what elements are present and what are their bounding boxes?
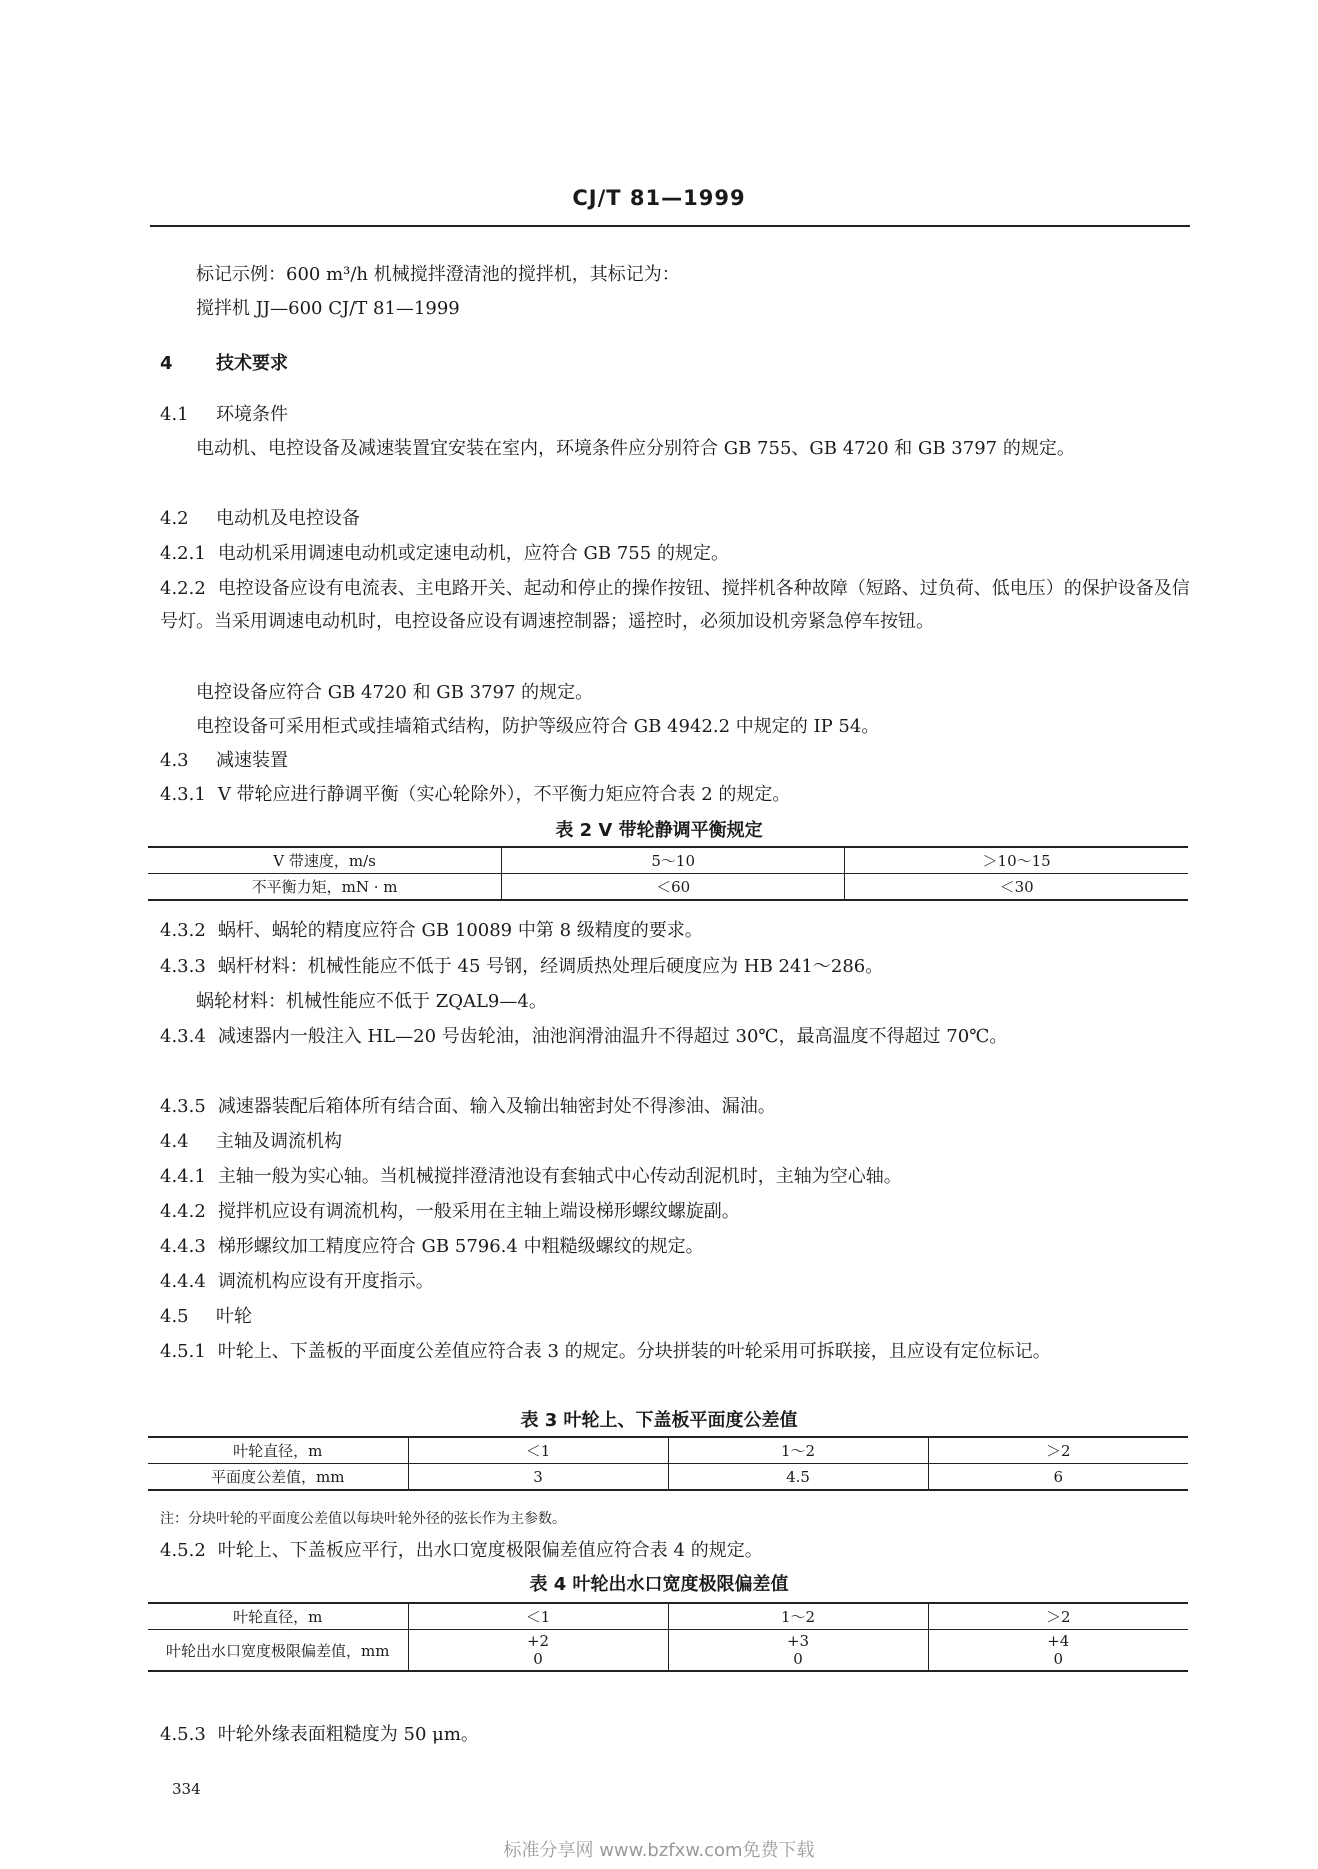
clause-4-4-2 bbox=[0, 1195, 1318, 1228]
clause-text: 电动机采用调速电动机或定速电动机，应符合 GB 755 的规定。 bbox=[217, 543, 729, 564]
clause-4-4-1 bbox=[0, 1160, 1318, 1193]
clause-number: 4.4.1 bbox=[160, 1166, 206, 1187]
section-number: 4.4 bbox=[160, 1131, 189, 1152]
clause-number: 4.5.1 bbox=[160, 1341, 206, 1362]
page-number: 334 bbox=[172, 1780, 201, 1798]
table-cell: ＞10～15 bbox=[845, 847, 1188, 874]
clause-text: 搅拌机应设有调流机构，一般采用在主轴上端设梯形螺纹螺旋副。 bbox=[217, 1201, 740, 1222]
section-4-5-heading bbox=[0, 1300, 1318, 1333]
table-cell: 不平衡力矩，mN · m bbox=[148, 874, 502, 901]
clause-text: 电控设备应设有电流表、主电路开关、起动和停止的操作按钮、搅拌机各种故障（短路、过负荷、低电压）的保护设备及信号灯。当采用调速电动机时，电控设备应设有调速控制器；遥控时，必须加设机旁紧急停车按钮。 bbox=[160, 578, 1190, 632]
table-cell: 6 bbox=[928, 1464, 1188, 1491]
clause-text: 叶轮上、下盖板应平行，出水口宽度极限偏差值应符合表 4 的规定。 bbox=[217, 1540, 763, 1561]
clause-text: 蜗杆、蜗轮的精度应符合 GB 10089 中第 8 级精度的要求。 bbox=[217, 920, 703, 941]
header-rule bbox=[150, 225, 1190, 227]
section-number: 4 bbox=[160, 353, 173, 374]
table-cell: 1～2 bbox=[668, 1603, 928, 1630]
table-cell: ＜1 bbox=[408, 1603, 668, 1630]
section-4-3-heading bbox=[0, 744, 1318, 777]
clause-4-5-3 bbox=[0, 1718, 1318, 1751]
section-number: 4.2 bbox=[160, 508, 189, 529]
upper-deviation: +3 bbox=[786, 1632, 810, 1650]
table-row bbox=[148, 1437, 1188, 1464]
clause-4-2-1 bbox=[0, 537, 1318, 570]
clause-number: 4.2.2 bbox=[160, 578, 206, 599]
clause-4-4-4 bbox=[0, 1265, 1318, 1298]
table-cell: 平面度公差值，mm bbox=[148, 1464, 408, 1491]
clause-4-2-2-b: 电控设备应符合 GB 4720 和 GB 3797 的规定。 bbox=[196, 682, 594, 703]
section-4-heading bbox=[0, 347, 1318, 380]
clause-number: 4.4.4 bbox=[160, 1271, 206, 1292]
footer-watermark: 标准分享网 www.bzfxw.com免费下载 bbox=[503, 1840, 815, 1861]
clause-4-3-4 bbox=[160, 1020, 1190, 1053]
section-number: 4.3 bbox=[160, 750, 189, 771]
table-cell bbox=[928, 1630, 1188, 1672]
clause-text: 减速器装配后箱体所有结合面、输入及输出轴密封处不得渗油、漏油。 bbox=[217, 1096, 776, 1117]
table-2-caption: 表 2 V 带轮静调平衡规定 bbox=[555, 820, 763, 841]
clause-4-3-3 bbox=[0, 950, 1318, 983]
clause-text: V 带轮应进行静调平衡（实心轮除外），不平衡力矩应符合表 2 的规定。 bbox=[217, 784, 791, 805]
section-4-4-heading bbox=[0, 1125, 1318, 1158]
section-title: 叶轮 bbox=[216, 1306, 252, 1327]
clause-text: 叶轮上、下盖板的平面度公差值应符合表 3 的规定。分块拼装的叶轮采用可拆联接，且应设有定位标记。 bbox=[217, 1341, 1051, 1362]
clause-number: 4.5.2 bbox=[160, 1540, 206, 1561]
upper-deviation: +4 bbox=[1047, 1632, 1070, 1650]
clause-number: 4.4.3 bbox=[160, 1236, 206, 1257]
table-cell: 4.5 bbox=[668, 1464, 928, 1491]
section-title: 电动机及电控设备 bbox=[216, 508, 360, 529]
table-cell bbox=[408, 1630, 668, 1672]
table-cell: 叶轮出水口宽度极限偏差值，mm bbox=[148, 1630, 408, 1672]
section-number: 4.1 bbox=[160, 404, 189, 425]
clause-number: 4.4.2 bbox=[160, 1201, 206, 1222]
mark-value: 搅拌机 JJ—600 CJ/T 81—1999 bbox=[196, 298, 460, 319]
section-4-2-heading bbox=[0, 502, 1318, 535]
table-cell: 5～10 bbox=[502, 847, 845, 874]
table-row bbox=[148, 1464, 1188, 1491]
lower-deviation: 0 bbox=[793, 1650, 803, 1668]
table-cell: ＜1 bbox=[408, 1437, 668, 1464]
table-4-caption: 表 4 叶轮出水口宽度极限偏差值 bbox=[529, 1574, 789, 1595]
table-3 bbox=[148, 1436, 1188, 1491]
table-cell: 3 bbox=[408, 1464, 668, 1491]
lower-deviation: 0 bbox=[1053, 1650, 1064, 1668]
section-number: 4.5 bbox=[160, 1306, 189, 1327]
table-cell: ＜60 bbox=[502, 874, 845, 901]
clause-text: 蜗杆材料：机械性能应不低于 45 号钢，经调质热处理后硬度应为 HB 241～286。 bbox=[217, 956, 884, 977]
section-4-1-text: 电动机、电控设备及减速装置宜安装在室内，环境条件应分别符合 GB 755、GB 4720 和 GB 3797 的规定。 bbox=[196, 438, 1075, 459]
clause-text: 调流机构应设有开度指示。 bbox=[217, 1271, 434, 1292]
clause-4-3-3-b: 蜗轮材料：机械性能应不低于 ZQAL9—4。 bbox=[196, 991, 547, 1012]
table-3-caption: 表 3 叶轮上、下盖板平面度公差值 bbox=[520, 1410, 798, 1431]
section-title: 主轴及调流机构 bbox=[216, 1131, 342, 1152]
clause-text: 叶轮外缘表面粗糙度为 50 μm。 bbox=[217, 1724, 479, 1745]
clause-4-5-1 bbox=[160, 1335, 1190, 1368]
table-cell: ＞2 bbox=[928, 1603, 1188, 1630]
table-row bbox=[148, 847, 1188, 874]
table-4 bbox=[148, 1602, 1188, 1672]
clause-number: 4.3.1 bbox=[160, 784, 206, 805]
clause-4-4-3 bbox=[0, 1230, 1318, 1263]
clause-4-5-2 bbox=[0, 1534, 1318, 1567]
clause-4-3-2 bbox=[0, 914, 1318, 947]
clause-number: 4.3.5 bbox=[160, 1096, 206, 1117]
clause-text: 减速器内一般注入 HL—20 号齿轮油，油池润滑油温升不得超过 30℃，最高温度不得超过 70℃。 bbox=[217, 1026, 1008, 1047]
table-cell: 1～2 bbox=[668, 1437, 928, 1464]
table-cell: V 带速度，m/s bbox=[148, 847, 502, 874]
table-3-note: 注：分块叶轮的平面度公差值以每块叶轮外径的弦长作为主参数。 bbox=[160, 1511, 566, 1527]
table-cell: 叶轮直径，m bbox=[148, 1437, 408, 1464]
upper-deviation: +2 bbox=[526, 1632, 550, 1650]
clause-4-3-1 bbox=[0, 778, 1318, 811]
table-row bbox=[148, 1603, 1188, 1630]
clause-4-3-5 bbox=[0, 1090, 1318, 1123]
section-4-1-heading bbox=[0, 398, 1318, 431]
section-title: 技术要求 bbox=[216, 353, 288, 374]
section-title: 环境条件 bbox=[216, 404, 288, 425]
table-cell: 叶轮直径，m bbox=[148, 1603, 408, 1630]
clause-number: 4.3.4 bbox=[160, 1026, 206, 1047]
section-title: 减速装置 bbox=[216, 750, 288, 771]
page-header-code: CJ/T 81—1999 bbox=[572, 186, 746, 210]
clause-number: 4.3.3 bbox=[160, 956, 206, 977]
clause-text: 梯形螺纹加工精度应符合 GB 5796.4 中粗糙级螺纹的规定。 bbox=[217, 1236, 704, 1257]
table-row bbox=[148, 874, 1188, 901]
clause-number: 4.2.1 bbox=[160, 543, 206, 564]
clause-4-2-2-c: 电控设备可采用柜式或挂墙箱式结构，防护等级应符合 GB 4942.2 中规定的 IP 54。 bbox=[196, 716, 880, 737]
table-cell: ＜30 bbox=[845, 874, 1188, 901]
clause-number: 4.3.2 bbox=[160, 920, 206, 941]
table-cell bbox=[668, 1630, 928, 1672]
table-cell: ＞2 bbox=[928, 1437, 1188, 1464]
table-row bbox=[148, 1630, 1188, 1672]
lower-deviation: 0 bbox=[533, 1650, 543, 1668]
mark-example: 标记示例：600 m³/h 机械搅拌澄清池的搅拌机，其标记为： bbox=[196, 264, 680, 285]
table-2 bbox=[148, 846, 1188, 901]
clause-text: 主轴一般为实心轴。当机械搅拌澄清池设有套轴式中心传动刮泥机时，主轴为空心轴。 bbox=[217, 1166, 902, 1187]
clause-number: 4.5.3 bbox=[160, 1724, 206, 1745]
clause-4-2-2 bbox=[160, 572, 1190, 638]
